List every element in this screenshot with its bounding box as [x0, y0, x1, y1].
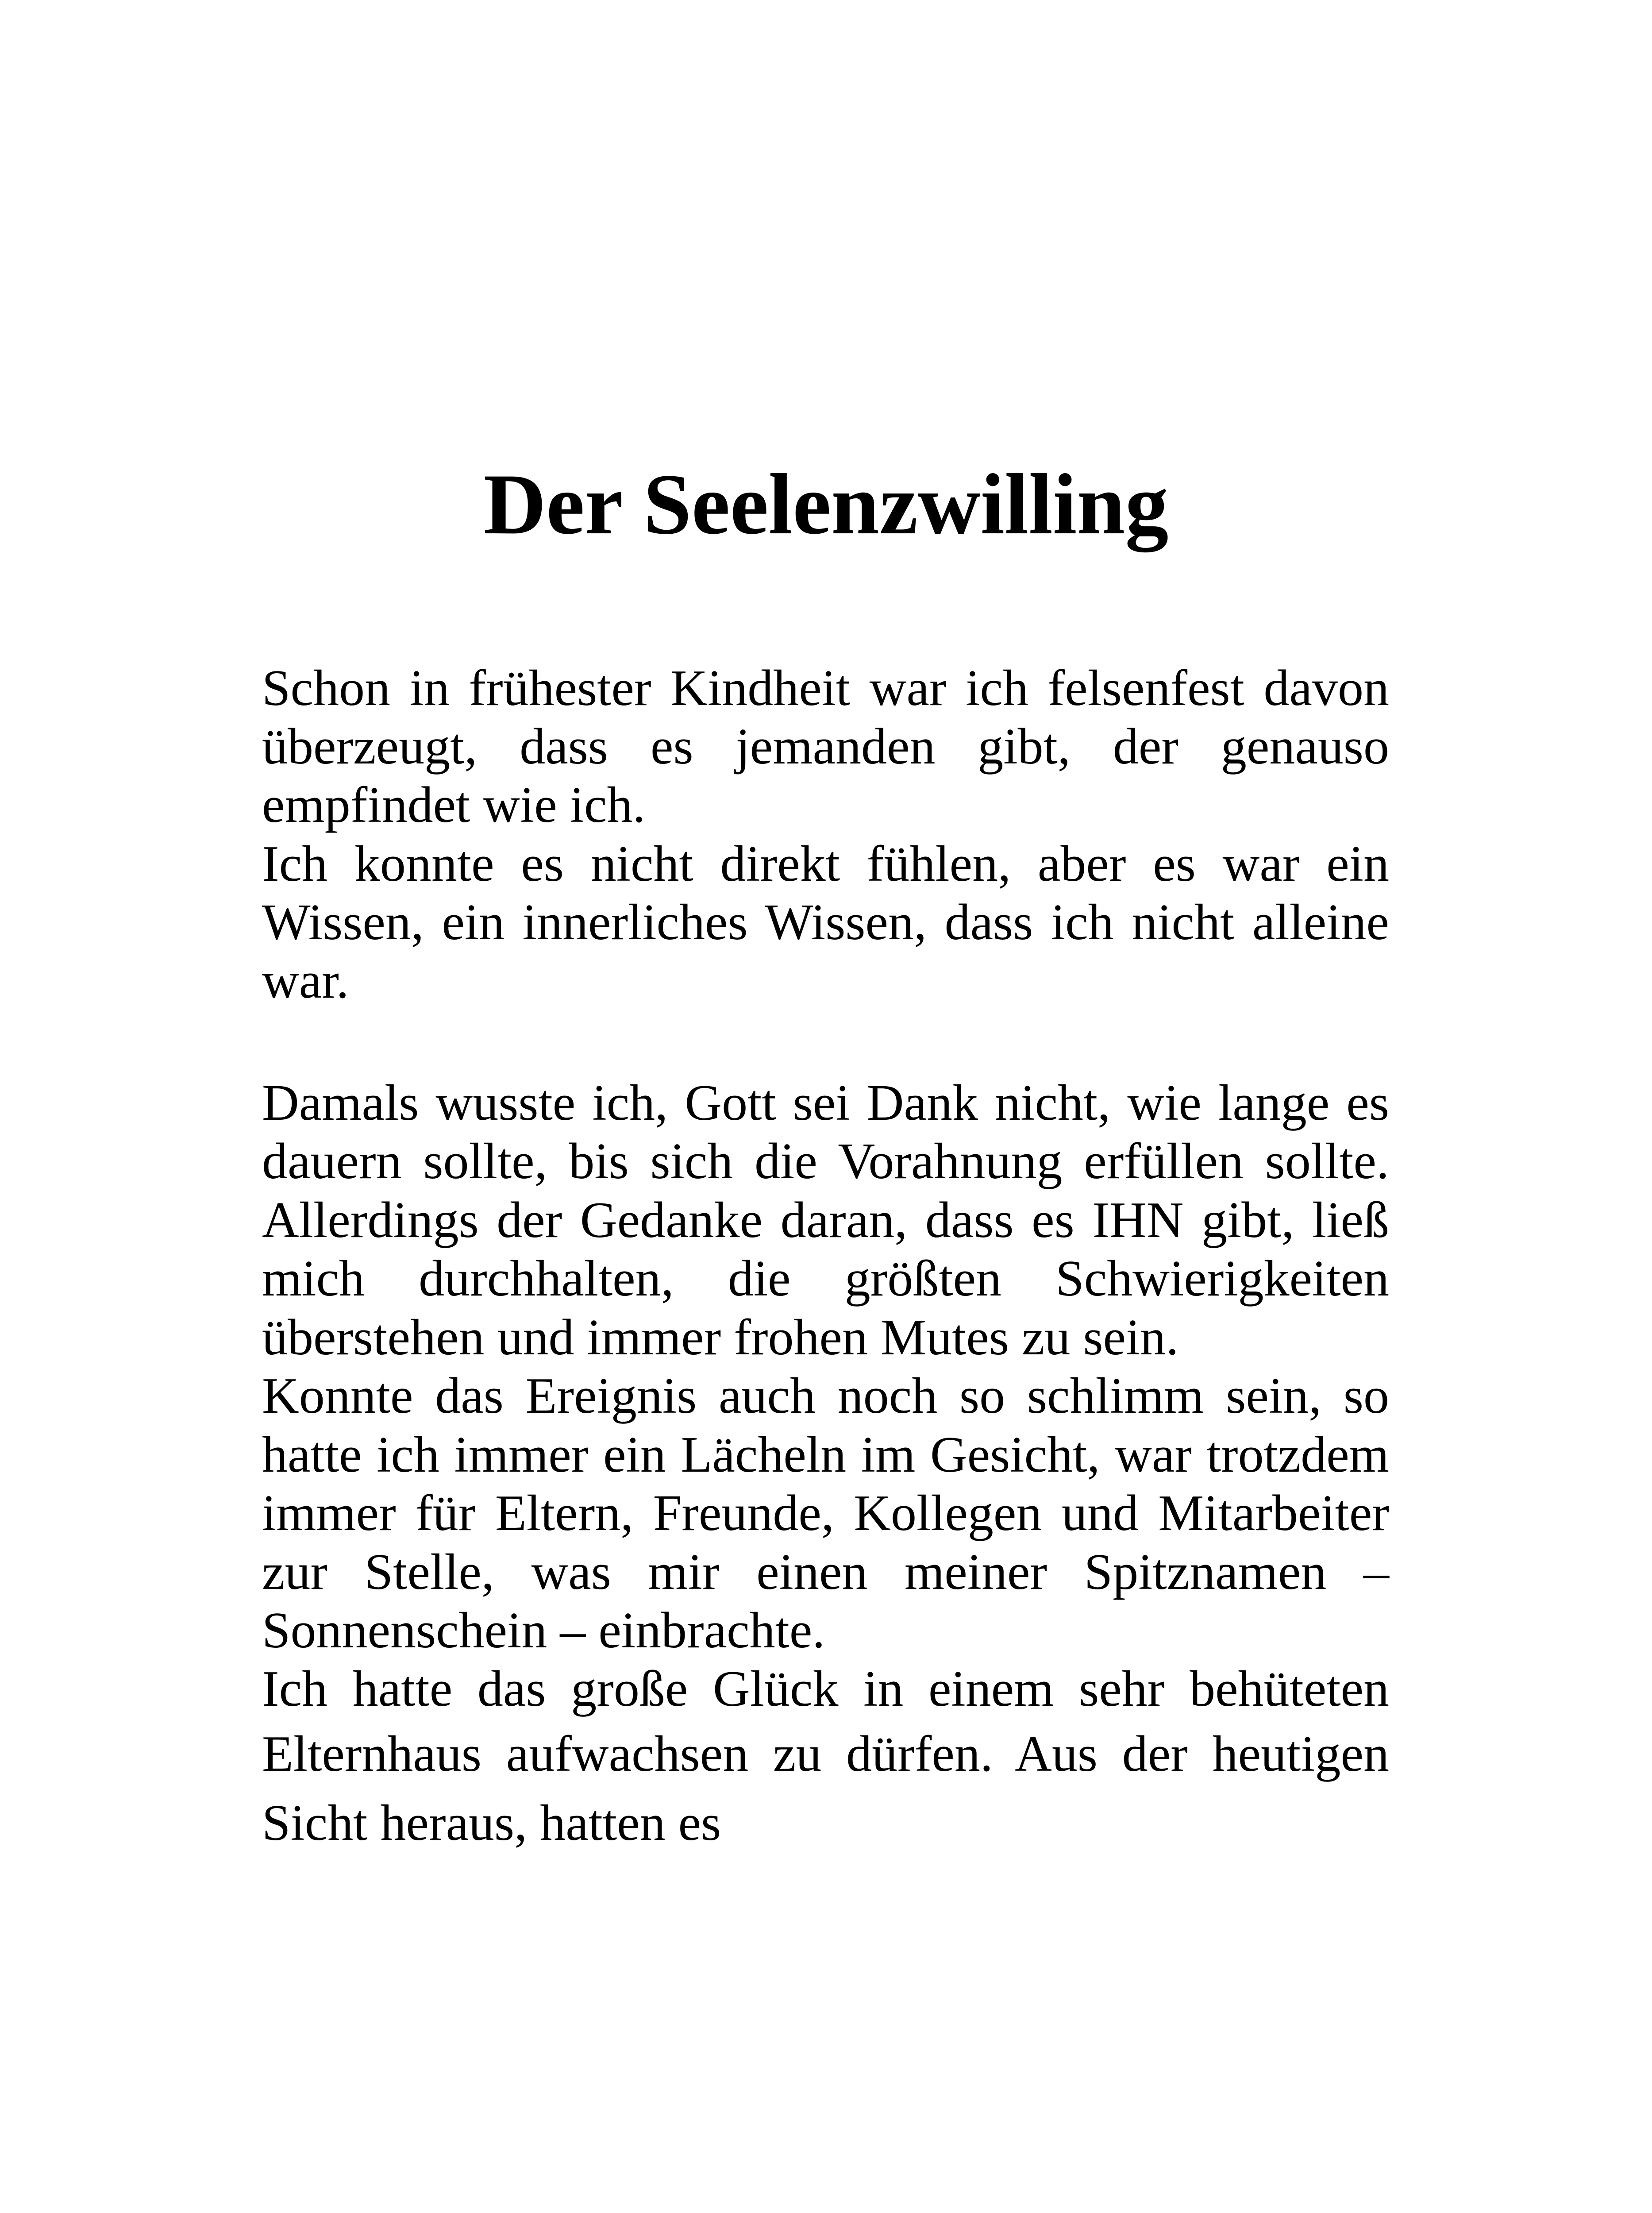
- text-line: hatte ich immer ein Lächeln im Gesicht, war trotzdem: [262, 1426, 1389, 1483]
- text-line: Damals wusste ich, Gott sei Dank nicht, wie lange es: [262, 1075, 1389, 1131]
- text-line: überstehen und immer frohen Mutes zu sein.: [262, 1309, 1179, 1366]
- text-line: Sicht heraus, hatten es: [262, 1795, 721, 1851]
- text-line: war.: [262, 952, 349, 1009]
- document-title: Der Seelenzwilling: [483, 456, 1169, 552]
- text-line: Schon in frühester Kindheit war ich felsenfest davon: [262, 660, 1389, 717]
- text-line: Ich hatte das große Glück in einem sehr behüteten: [262, 1661, 1389, 1717]
- text-line: Ich konnte es nicht direkt fühlen, aber es war ein: [262, 836, 1389, 892]
- text-line: mich durchhalten, die größten Schwierigkeiten: [262, 1250, 1389, 1307]
- text-line: immer für Eltern, Freunde, Kollegen und Mitarbeiter: [262, 1485, 1389, 1542]
- text-line: Elternhaus aufwachsen zu dürfen. Aus der heutigen: [262, 1726, 1389, 1782]
- text-line: dauern sollte, bis sich die Vorahnung erfüllen sollte.: [262, 1133, 1389, 1190]
- text-line: Sonnenschein – einbrachte.: [262, 1602, 825, 1659]
- text-line: Wissen, ein innerliches Wissen, dass ich nicht alleine: [262, 894, 1389, 951]
- text-line: überzeugt, dass es jemanden gibt, der genauso: [262, 718, 1389, 775]
- text-line: Allerdings der Gedanke daran, dass es IHN gibt, ließ: [262, 1192, 1389, 1249]
- text-line: empfindet wie ich.: [262, 777, 646, 833]
- text-line: zur Stelle, was mir einen meiner Spitznamen –: [262, 1544, 1389, 1600]
- text-line: Konnte das Ereignis auch noch so schlimm sein, so: [262, 1368, 1389, 1424]
